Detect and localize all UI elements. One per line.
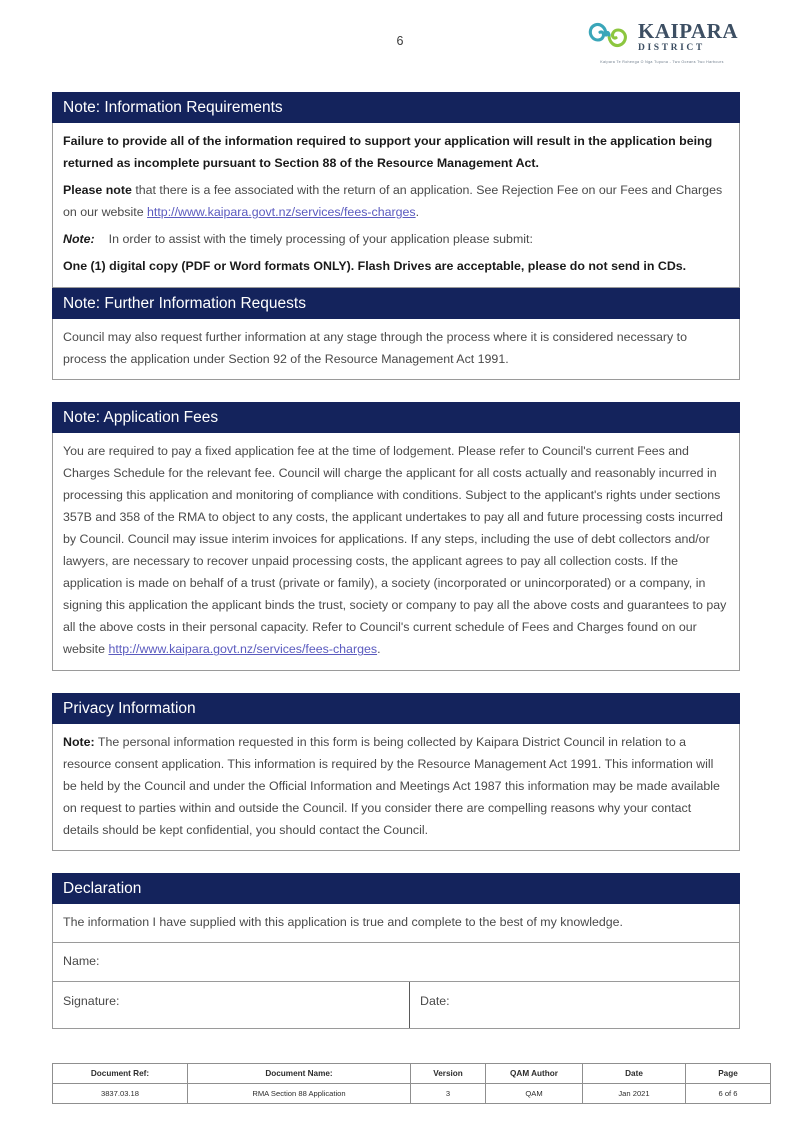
section-body bbox=[52, 724, 740, 851]
section-body bbox=[52, 433, 740, 671]
column-header: Version bbox=[411, 1064, 486, 1084]
kaipara-district-logo bbox=[586, 20, 738, 64]
declaration-name-field[interactable] bbox=[52, 943, 740, 982]
declaration-signature-field[interactable] bbox=[53, 982, 410, 1028]
section-body bbox=[52, 123, 740, 287]
column-header: Document Ref: bbox=[53, 1064, 188, 1084]
table-header-row bbox=[53, 1064, 771, 1084]
section-title: Note: Information Requirements bbox=[52, 92, 740, 123]
date-label: Date: bbox=[420, 994, 450, 1009]
document-body bbox=[52, 92, 740, 1029]
section-privacy-information bbox=[52, 693, 740, 851]
declaration-signature-date-row bbox=[52, 982, 740, 1029]
section-spacer bbox=[52, 851, 740, 873]
paragraph: You are required to pay a fixed application fee at the time of lodgement. Please refer to Council's current Fees and Charges Schedule for the relevant fee. Council will charge the applicant for all costs actually and reasonably incurred in processing this application and monitoring of compliance with conditions. Subject to the applicant's rights under sections 357B and 358 of the RMA to object to any costs, the applicant undertakes to pay all and future processing costs incurred by Council. Council may issue interim invoices for applications. If any steps, including the use of debt collectors and/or lawyers, are necessary to recover unpaid processing costs, the applicant agrees to pay all collection costs. If the application is made on behalf of a trust (private or family), a society (incorporated or unincorporated) or a company, in signing this application the applicant binds the trust, society or company to pay all the above costs and guarantees to pay all the above costs in their personal capacity. Refer to Council's current schedule of Fees and Charges found on our website http://www.kaipara.govt.nz/services/fees-charges. bbox=[63, 443, 727, 657]
paragraph: One (1) digital copy (PDF or Word formats ONLY). Flash Drives are acceptable, please do not send in CDs. bbox=[63, 259, 687, 274]
section-application-fees bbox=[52, 402, 740, 671]
document-footer-table bbox=[52, 1063, 771, 1104]
paragraph: Failure to provide all of the information required to support your application will result in the application being returned as incomplete pursuant to Section 88 of the Resource Management Act. bbox=[63, 134, 713, 171]
table-row bbox=[53, 1084, 771, 1104]
column-header: Document Name: bbox=[188, 1064, 411, 1084]
section-title: Declaration bbox=[52, 873, 740, 904]
declaration-statement-row bbox=[52, 904, 740, 943]
column-header: Date bbox=[583, 1064, 686, 1084]
paragraph: Note: The personal information requested in this form is being collected by Kaipara District Council in relation to a resource consent application. This information is required by the Resource Management Act 1991. This information will be held by the Council and under the Official Information and Meetings Act 1987 this information may be made available on request to parties within and outside the Council. If you consider there are compelling reasons why your contact details should be kept confidential, you should contact the Council. bbox=[63, 734, 720, 837]
logo-name-bottom: DISTRICT bbox=[638, 43, 705, 54]
section-information-requirements bbox=[52, 92, 740, 288]
section-spacer bbox=[52, 671, 740, 693]
fees-charges-link[interactable]: http://www.kaipara.govt.nz/services/fees-charges bbox=[147, 205, 416, 220]
section-title: Privacy Information bbox=[52, 693, 740, 724]
table-cell: Jan 2021 bbox=[583, 1084, 686, 1104]
paragraph: Please note that there is a fee associated with the return of an application. See Rejection Fee on our Fees and Charges on our website http://www.kaipara.govt.nz/services/fees-charges. bbox=[63, 183, 723, 220]
paragraph: Note: In order to assist with the timely processing of your application please submit: bbox=[63, 232, 533, 247]
table-cell: 3837.03.18 bbox=[53, 1084, 188, 1104]
column-header: Page bbox=[686, 1064, 771, 1084]
signature-label: Signature: bbox=[63, 994, 120, 1009]
section-further-information-requests bbox=[52, 288, 740, 380]
table-cell: 3 bbox=[411, 1084, 486, 1104]
name-label: Name: bbox=[63, 954, 100, 969]
fees-charges-link[interactable]: http://www.kaipara.govt.nz/services/fees-charges bbox=[108, 642, 378, 657]
table-cell: QAM bbox=[486, 1084, 583, 1104]
declaration-date-field[interactable] bbox=[410, 982, 739, 1028]
section-spacer bbox=[52, 380, 740, 402]
declaration-statement: The information I have supplied with this application is true and complete to the best of my knowledge. bbox=[63, 915, 623, 930]
logo-tagline: Kaipara Te Rohenga O Nga Tupuna - Two Oceans Two Harbours bbox=[600, 60, 724, 64]
table-cell: RMA Section 88 Application bbox=[188, 1084, 411, 1104]
section-title: Note: Application Fees bbox=[52, 402, 740, 433]
section-declaration bbox=[52, 873, 740, 1029]
page-number: 6 bbox=[396, 34, 404, 48]
logo-name-top: KAIPARA bbox=[638, 19, 738, 44]
page-header bbox=[0, 0, 800, 80]
table-cell: 6 of 6 bbox=[686, 1084, 771, 1104]
paragraph: Council may also request further information at any stage through the process where it is considered necessary to process the application under Section 92 of the Resource Management Act 1991. bbox=[63, 329, 687, 366]
section-body bbox=[52, 319, 740, 380]
koru-spiral-icon bbox=[586, 20, 632, 55]
column-header: QAM Author bbox=[486, 1064, 583, 1084]
section-title: Note: Further Information Requests bbox=[52, 288, 740, 319]
